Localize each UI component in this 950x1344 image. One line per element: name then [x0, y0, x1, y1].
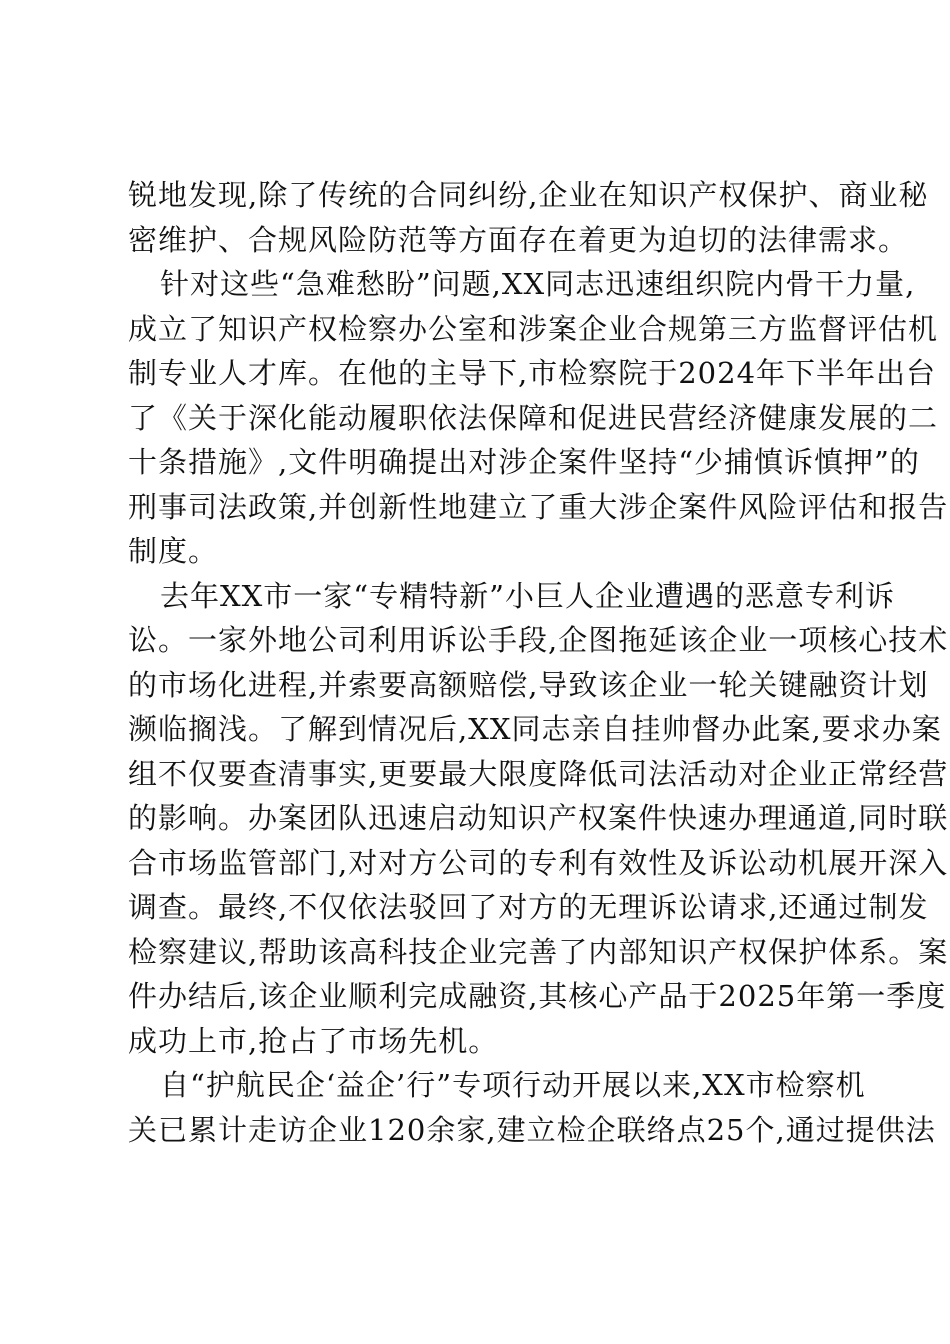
text-line: 密维护、合规风险防范等方面存在着更为迫切的法律需求。 — [128, 222, 909, 257]
text-line: 成立了知识产权检察办公室和涉案企业合规第三方监督评估机 — [128, 311, 939, 346]
text-line: 去年XX市一家“专精特新”小巨人企业遭遇的恶意专利诉 — [160, 578, 895, 613]
text-line: 针对这些“急难愁盼”问题,XX同志迅速组织院内骨干力量, — [160, 267, 916, 301]
text-line: 组不仅要查清事实,更要最大限度降低司法活动对企业正常经营 — [128, 756, 949, 791]
text-line: 讼。一家外地公司利用诉讼手段,企图拖延该企业一项核心技术 — [128, 623, 949, 657]
text-line: 的影响。办案团队迅速启动知识产权案件快速办理通道,同时联 — [128, 801, 949, 835]
text-line: 十条措施》,文件明确提出对涉企案件坚持“少捕慎诉慎押”的 — [128, 445, 920, 479]
text-line: 合市场监管部门,对对方公司的专利有效性及诉讼动机展开深入 — [128, 845, 949, 880]
paragraph — [128, 574, 949, 1064]
text-line: 调查。最终,不仅依法驳回了对方的无理诉讼请求,还通过制发 — [128, 890, 929, 924]
text-line: 检察建议,帮助该高科技企业完善了内部知识产权保护体系。案 — [128, 934, 949, 969]
text-line: 濒临搁浅。了解到情况后,XX同志亲自挂帅督办此案,要求办案 — [128, 712, 942, 746]
text-line: 关已累计走访企业120余家,建立检企联络点25个,通过提供法 — [128, 1112, 936, 1147]
paragraph — [128, 262, 949, 574]
text-line: 锐地发现,除了传统的合同纠纷,企业在知识产权保护、商业秘 — [128, 178, 929, 212]
text-line: 刑事司法政策,并创新性地建立了重大涉企案件风险评估和报告 — [128, 489, 949, 524]
paragraph — [128, 1063, 936, 1152]
text-line: 的市场化进程,并索要高额赔偿,导致该企业一轮关键融资计划 — [128, 667, 929, 702]
text-line: 成功上市,抢占了市场先机。 — [128, 1023, 499, 1058]
paragraph — [128, 173, 929, 262]
text-line: 制专业人才库。在他的主导下,市检察院于2024年下半年出台 — [128, 356, 937, 390]
text-line: 件办结后,该企业顺利完成融资,其核心产品于2025年第一季度 — [128, 979, 947, 1013]
text-line: 了《关于深化能动履职依法保障和促进民营经济健康发展的二 — [128, 400, 939, 435]
text-line: 自“护航民企‘益企’行”专项行动开展以来,XX市检察机 — [160, 1068, 866, 1102]
text-line: 制度。 — [128, 534, 219, 568]
document-body — [128, 173, 949, 1152]
